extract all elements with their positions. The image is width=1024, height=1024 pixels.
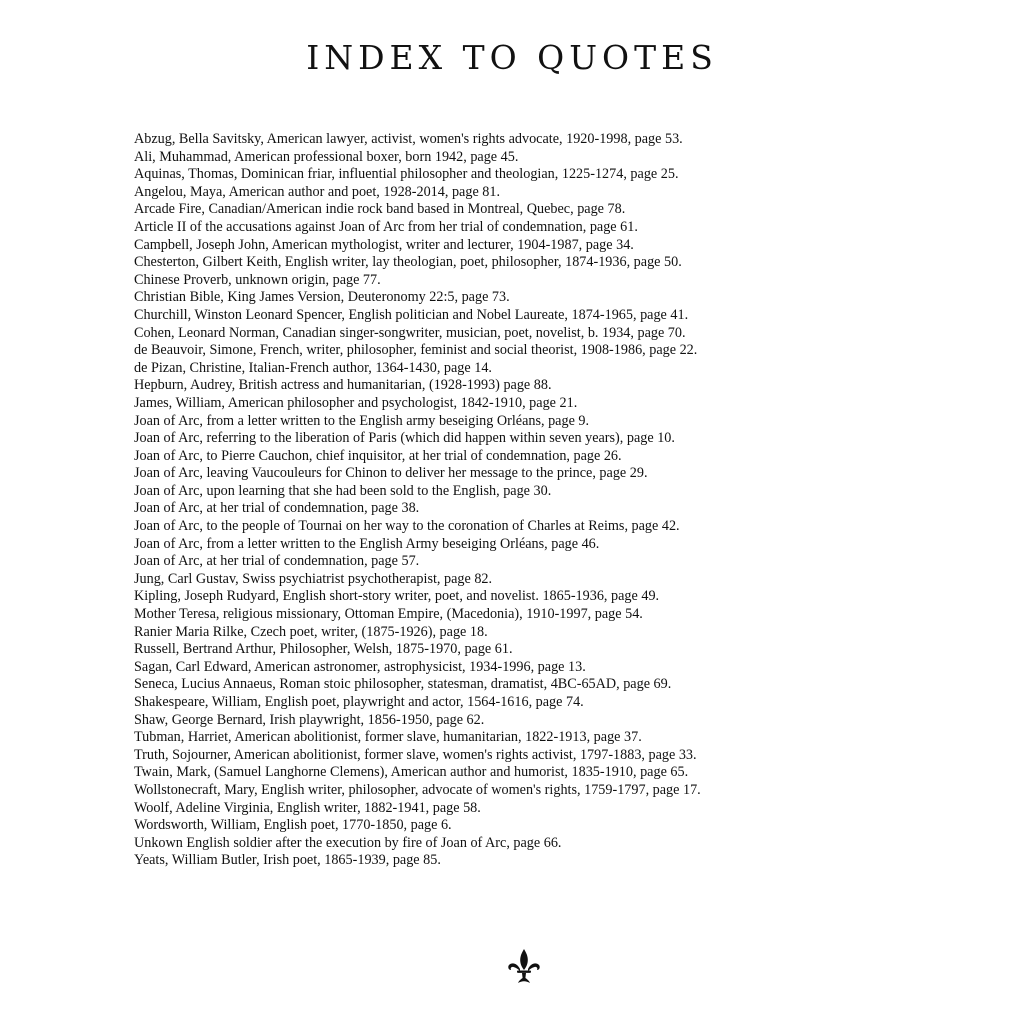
index-entry: Ali, Muhammad, American professional boxer, born 1942, page 45.: [134, 148, 519, 165]
index-entry: Woolf, Adeline Virginia, English writer, 1882-1941, page 58.: [134, 799, 481, 816]
index-entry: Joan of Arc, referring to the liberation of Paris (which did happen within seven years), page 10.: [134, 430, 675, 447]
index-entry: Angelou, Maya, American author and poet, 1928-2014, page 81.: [134, 183, 501, 200]
index-entry: Joan of Arc, from a letter written to the English army beseiging Orléans, page 9.: [134, 412, 590, 429]
index-entry: de Pizan, Christine, Italian-French author, 1364-1430, page 14.: [134, 359, 492, 376]
index-entry: Russell, Bertrand Arthur, Philosopher, Welsh, 1875-1970, page 61.: [134, 641, 513, 658]
index-entry: Kipling, Joseph Rudyard, English short-story writer, poet, and novelist. 1865-1936, page 49.: [134, 588, 660, 605]
index-entry: Mother Teresa, religious missionary, Ottoman Empire, (Macedonia), 1910-1997, page 54.: [134, 606, 643, 623]
index-entry: Shaw, George Bernard, Irish playwright, 1856-1950, page 62.: [134, 711, 485, 728]
index-entry: de Beauvoir, Simone, French, writer, philosopher, feminist and social theorist, 1908-1986, page 22.: [134, 342, 698, 359]
index-entry: Article II of the accusations against Joan of Arc from her trial of condemnation, page 61.: [134, 218, 638, 235]
index-entry: Joan of Arc, at her trial of condemnation, page 57.: [134, 553, 420, 570]
index-entry: Joan of Arc, to the people of Tournai on her way to the coronation of Charles at Reims, page 42.: [134, 518, 680, 535]
index-entry: Truth, Sojourner, American abolitionist, former slave, women's rights activist, 1797-1883, page 33.: [134, 746, 697, 763]
index-entry: Joan of Arc, at her trial of condemnation, page 38.: [134, 500, 420, 517]
index-entry: Tubman, Harriet, American abolitionist, former slave, humanitarian, 1822-1913, page 37.: [134, 729, 642, 746]
page-title: INDEX TO QUOTES: [306, 38, 718, 77]
index-entry: James, William, American philosopher and psychologist, 1842-1910, page 21.: [134, 394, 578, 411]
index-entry: Chesterton, Gilbert Keith, English writer, lay theologian, poet, philosopher, 1874-1936, page 50.: [134, 254, 682, 271]
index-entry: Wollstonecraft, Mary, English writer, philosopher, advocate of women's rights, 1759-1797, page 17.: [134, 781, 701, 798]
index-entry: Christian Bible, King James Version, Deuteronomy 22:5, page 73.: [134, 289, 510, 306]
index-entry: Cohen, Leonard Norman, Canadian singer-songwriter, musician, poet, novelist, b. 1934, page 70.: [134, 324, 686, 341]
index-entry: Wordsworth, William, English poet, 1770-1850, page 6.: [134, 817, 452, 834]
fleur-de-lis-icon: [507, 948, 541, 984]
index-entry: Joan of Arc, upon learning that she had been sold to the English, page 30.: [134, 482, 552, 499]
index-list: [134, 131, 894, 870]
index-entry: Joan of Arc, from a letter written to the English Army beseiging Orléans, page 46.: [134, 535, 600, 552]
index-entry: Hepburn, Audrey, British actress and humanitarian, (1928-1993) page 88.: [134, 377, 552, 394]
index-entry: Twain, Mark, (Samuel Langhorne Clemens), American author and humorist, 1835-1910, page 65.: [134, 764, 689, 781]
index-entry: Joan of Arc, leaving Vaucouleurs for Chinon to deliver her message to the prince, page 29.: [134, 465, 648, 482]
index-entry: Jung, Carl Gustav, Swiss psychiatrist psychotherapist, page 82.: [134, 570, 493, 587]
index-entry: Aquinas, Thomas, Dominican friar, influential philosopher and theologian, 1225-1274, page 25.: [134, 166, 679, 183]
index-entry: Joan of Arc, to Pierre Cauchon, chief inquisitor, at her trial of condemnation, page 26.: [134, 447, 622, 464]
index-entry: Chinese Proverb, unknown origin, page 77.: [134, 271, 381, 288]
index-entry: Churchill, Winston Leonard Spencer, English politician and Nobel Laureate, 1874-1965, page 41.: [134, 306, 689, 323]
index-entry: Abzug, Bella Savitsky, American lawyer, activist, women's rights advocate, 1920-1998, page 53.: [134, 131, 683, 147]
index-entry: Unkown English soldier after the execution by fire of Joan of Arc, page 66.: [134, 834, 562, 851]
index-entry: Seneca, Lucius Annaeus, Roman stoic philosopher, statesman, dramatist, 4BC-65AD, page 69.: [134, 676, 672, 693]
index-entry: Arcade Fire, Canadian/American indie rock band based in Montreal, Quebec, page 78.: [134, 201, 626, 218]
index-entry: Campbell, Joseph John, American mythologist, writer and lecturer, 1904-1987, page 34.: [134, 236, 634, 253]
index-entry: Shakespeare, William, English poet, playwright and actor, 1564-1616, page 74.: [134, 694, 584, 710]
index-entry: Ranier Maria Rilke, Czech poet, writer, (1875-1926), page 18.: [134, 623, 488, 640]
index-entry: Sagan, Carl Edward, American astronomer, astrophysicist, 1934-1996, page 13.: [134, 658, 586, 675]
index-entry: Yeats, William Butler, Irish poet, 1865-1939, page 85.: [134, 852, 441, 869]
